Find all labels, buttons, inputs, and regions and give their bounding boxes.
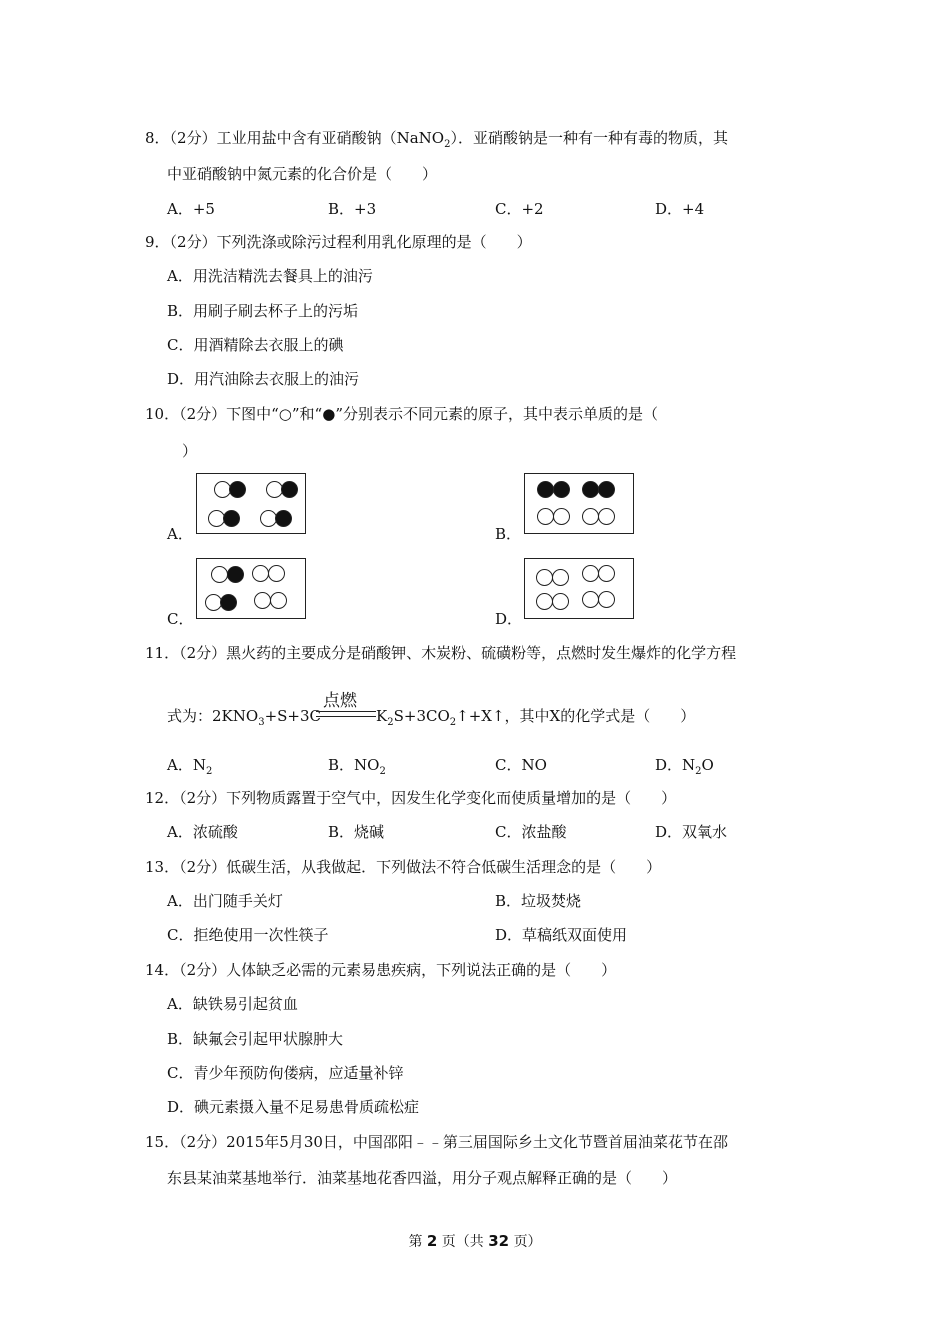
q12-option-c: C．浓盐酸 (495, 823, 567, 841)
q10-stem-line2: ） (182, 442, 198, 460)
q9-option-b: B．用刷子刷去杯子上的污垢 (167, 302, 359, 320)
black-atom (598, 481, 615, 498)
q11-option-a: A．$N_2$ (167, 756, 213, 777)
white-atom (537, 508, 554, 525)
q11-condition: 点燃 (323, 691, 357, 711)
q10-diagram-a (196, 473, 306, 534)
white-atom (553, 508, 570, 525)
white-atom (582, 591, 599, 608)
q13-option-d: D．草稿纸双面使用 (495, 926, 628, 944)
page-total: 32 (488, 1232, 510, 1250)
q11-stem: 11．（2分）黑火药的主要成分是硝酸钾、木炭粉、硫磺粉等，点燃时发生爆炸的化学方程 (145, 644, 737, 662)
white-atom (252, 565, 269, 582)
black-atom (553, 481, 570, 498)
black-atom (537, 481, 554, 498)
q14-option-c: C．青少年预防佝偻病，应适量补锌 (167, 1064, 404, 1082)
q8-option-a: A．+5 (167, 200, 215, 218)
white-atom (598, 508, 615, 525)
page-number: 2 (426, 1232, 438, 1250)
q10-diagram-c (196, 558, 306, 619)
white-atom (268, 565, 285, 582)
black-atom (223, 510, 240, 527)
white-atom (598, 565, 615, 582)
q10-diagram-d (524, 558, 634, 619)
q11-equals-sign (316, 711, 376, 717)
q11-option-d: D．$N_2O$ (655, 756, 714, 777)
q8-option-c: C．+2 (495, 200, 544, 218)
q14-stem: 14．（2分）人体缺乏必需的元素易患疾病，下列说法正确的是（ ） (145, 961, 617, 979)
white-atom (254, 592, 271, 609)
q14-option-b: B．缺氟会引起甲状腺肿大 (167, 1030, 344, 1048)
white-atom (552, 569, 569, 586)
black-atom (281, 481, 298, 498)
page-footer: 第 2 页（共 32 页） (408, 1232, 542, 1250)
q9-stem: 9．（2分）下列洗涤或除污过程利用乳化原理的是（ ） (145, 233, 532, 251)
q15-stem-line1: 15．（2分）2015年5月30日，中国邵阳﹣﹣第三届国际乡土文化节暨首届油菜花节在邵 (145, 1133, 728, 1151)
q10-label-a: A． (167, 525, 193, 543)
q15-stem-line2: 东县某油菜基地举行．油菜基地花香四溢，用分子观点解释正确的是（ ） (167, 1169, 678, 1187)
q9-option-d: D．用汽油除去衣服上的油污 (167, 370, 360, 388)
q12-option-d: D．双氧水 (655, 823, 728, 841)
q10-diagram-b (524, 473, 634, 534)
q12-option-a: A．浓硫酸 (167, 823, 238, 841)
white-atom (270, 592, 287, 609)
q8-option-d: D．+4 (655, 200, 705, 218)
q13-stem: 13．（2分）低碳生活，从我做起．下列做法不符合低碳生活理念的是（ ） (145, 858, 662, 876)
white-atom (552, 593, 569, 610)
q9-option-a: A．用洗洁精洗去餐具上的油污 (167, 267, 373, 285)
q10-label-d: D． (495, 610, 523, 628)
q12-option-b: B．烧碱 (328, 823, 385, 841)
black-atom (227, 566, 244, 583)
white-atom (536, 569, 553, 586)
q13-option-c: C．拒绝使用一次性筷子 (167, 926, 329, 944)
q8-stem-line1: 8．（2分）工业用盐中含有亚硝酸钠（NaNO$_2$）．亚硝酸钠是一种有一种有毒的物质，其 (145, 129, 728, 150)
black-atom (229, 481, 246, 498)
q11-equation-right: $K_2S+3CO_2↑+X↑$，其中X的化学式是（ ） (376, 707, 696, 728)
q9-option-c: C．用酒精除去衣服上的碘 (167, 336, 344, 354)
black-atom (582, 481, 599, 498)
black-atom (220, 594, 237, 611)
q13-option-a: A．出门随手关灯 (167, 892, 283, 910)
q8-stem-line2: 中亚硝酸钠中氮元素的化合价是（ ） (167, 165, 438, 183)
white-atom (598, 591, 615, 608)
q14-option-a: A．缺铁易引起贫血 (167, 995, 298, 1013)
q12-stem: 12．（2分）下列物质露置于空气中，因发生化学变化而使质量增加的是（ ） (145, 789, 677, 807)
white-atom (536, 593, 553, 610)
black-atom (275, 510, 292, 527)
white-atom (582, 565, 599, 582)
q14-option-d: D．碘元素摄入量不足易患骨质疏松症 (167, 1098, 420, 1116)
q8-option-b: B．+3 (328, 200, 377, 218)
q11-option-c: C．NO (495, 756, 547, 774)
q13-option-b: B．垃圾焚烧 (495, 892, 582, 910)
q10-label-b: B． (495, 525, 522, 543)
white-atom (211, 566, 228, 583)
white-atom (582, 508, 599, 525)
q10-label-c: C． (167, 610, 194, 628)
q10-stem-line1: 10．（2分）下图中“○”和“●”分别表示不同元素的原子，其中表示单质的是（ (145, 405, 658, 423)
q11-option-b: B．$NO_2$ (328, 756, 386, 777)
q11-equation-left: 式为：$2KNO_3+S+3C$ (167, 707, 321, 728)
